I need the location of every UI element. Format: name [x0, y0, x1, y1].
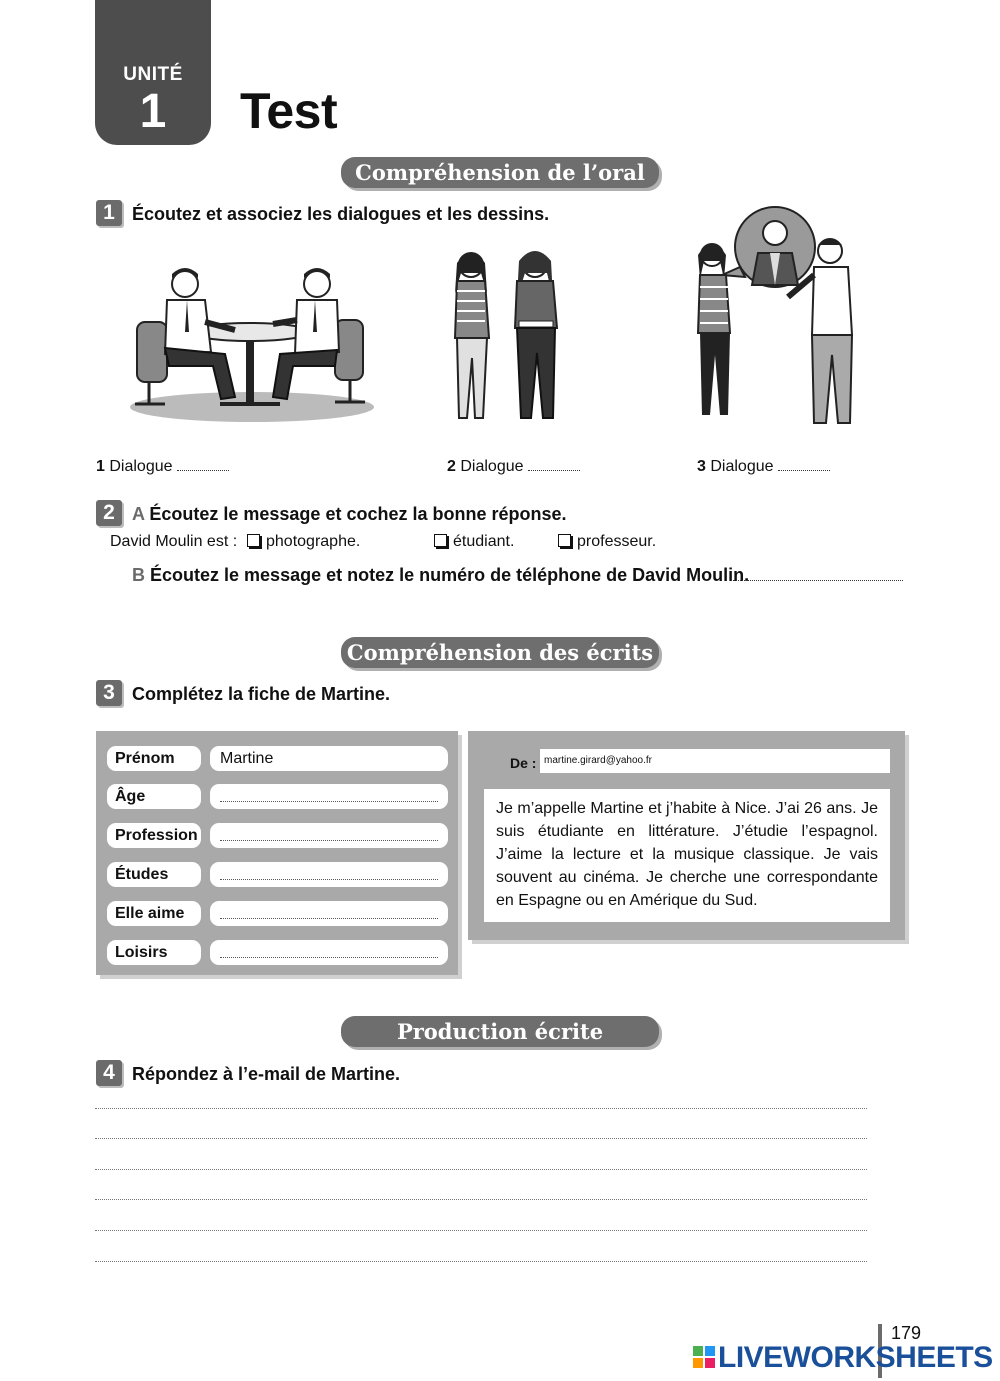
phone-answer-blank[interactable]	[733, 580, 903, 581]
fiche-label: Prénom	[107, 746, 201, 771]
option-photographe[interactable]	[247, 533, 360, 551]
unit-number: 1	[139, 85, 167, 138]
unit-label: UNITÉ	[123, 64, 183, 85]
exercise-2b-instruction	[132, 565, 749, 586]
option-label: étudiant.	[453, 533, 515, 550]
email-card	[468, 731, 905, 940]
answer-line[interactable]	[95, 1229, 867, 1231]
fiche-label: Loisirs	[107, 940, 201, 965]
fiche-label: Elle aime	[107, 901, 201, 926]
answer-blank[interactable]	[528, 469, 580, 471]
part-letter: B	[132, 565, 145, 585]
part-b-text: Écoutez le message et notez le numéro de téléphone de David Moulin.	[150, 565, 750, 585]
option-professeur[interactable]	[558, 533, 656, 551]
page-number: 179	[891, 1323, 922, 1343]
exercise-4-instruction: Répondez à l’e-mail de Martine.	[132, 1064, 401, 1084]
thought-bubble-illustration	[690, 205, 870, 433]
dotted-line	[220, 840, 438, 841]
fiche-field-profession[interactable]	[210, 823, 448, 848]
fiche-field-prenom[interactable]: Martine	[210, 746, 448, 771]
caption-label: Dialogue	[460, 458, 524, 475]
checkbox[interactable]	[247, 534, 260, 547]
dialogue-caption-1	[96, 458, 229, 476]
answer-line[interactable]	[95, 1168, 867, 1170]
answer-blank[interactable]	[778, 469, 830, 471]
answer-line[interactable]	[95, 1107, 867, 1109]
caption-label: Dialogue	[710, 458, 774, 475]
option-label: photographe.	[266, 533, 361, 550]
part-a-text: Écoutez le message et cochez la bonne réponse.	[149, 504, 567, 524]
fiche-field-loisirs[interactable]	[210, 940, 448, 965]
section-title-ecrits: Compréhension des écrits	[341, 637, 659, 668]
checkbox[interactable]	[434, 534, 447, 547]
exercise-number-badge: 1	[96, 200, 122, 226]
dotted-line	[220, 801, 438, 802]
two-women-illustration	[445, 243, 570, 438]
dotted-line	[220, 957, 438, 958]
exercise-number-badge: 4	[96, 1060, 122, 1086]
meeting-illustration	[125, 262, 380, 427]
page-title: Test	[240, 83, 338, 139]
email-body: Je m’appelle Martine et j’habite à Nice. J’ai 26 ans. Je suis étudiante en littérature. J’étudie l’espagnol. J’aime la lecture et la musique classique. Je vais souvent au cinéma. Je cherche une correspondante en Espagne ou en Amérique du Sud.	[484, 789, 890, 922]
caption-label: Dialogue	[109, 458, 173, 475]
checkbox[interactable]	[558, 534, 571, 547]
brand-name: LIVEWORKSHEETS	[718, 1341, 993, 1374]
section-title-oral: Compréhension de l’oral	[341, 157, 659, 188]
fiche-label: Études	[107, 862, 201, 887]
email-from-address: martine.girard@yahoo.fr	[540, 749, 890, 773]
option-label: professeur.	[577, 533, 657, 550]
fiche-card	[96, 731, 458, 975]
liveworksheets-icon	[693, 1346, 715, 1368]
fiche-field-age[interactable]	[210, 784, 448, 809]
caption-number: 2	[447, 458, 456, 475]
answer-line[interactable]	[95, 1137, 867, 1139]
section-title-production: Production écrite	[341, 1016, 659, 1047]
exercise-1-instruction: Écoutez et associez les dialogues et les dessins.	[132, 204, 550, 224]
answer-line[interactable]	[95, 1260, 867, 1262]
dotted-line	[220, 918, 438, 919]
dialogue-caption-3	[697, 458, 830, 476]
fiche-label: Profession	[107, 823, 201, 848]
liveworksheets-logo	[693, 1341, 993, 1375]
dotted-line	[220, 879, 438, 880]
answer-blank[interactable]	[177, 469, 229, 471]
exercise-number-badge: 2	[96, 500, 122, 526]
dialogue-caption-2	[447, 458, 580, 476]
exercise-number-badge: 3	[96, 680, 122, 706]
unit-tab	[95, 0, 211, 145]
caption-number: 3	[697, 458, 706, 475]
options-prompt: David Moulin est :	[110, 533, 238, 550]
exercise-3-instruction: Complétez la fiche de Martine.	[132, 684, 391, 704]
fiche-field-etudes[interactable]	[210, 862, 448, 887]
exercise-2a-instruction	[132, 504, 567, 525]
answer-line[interactable]	[95, 1198, 867, 1200]
fiche-label: Âge	[107, 784, 201, 809]
fiche-field-elle-aime[interactable]	[210, 901, 448, 926]
option-etudiant[interactable]	[434, 533, 514, 551]
email-from-label: De :	[510, 755, 537, 771]
caption-number: 1	[96, 458, 105, 475]
part-letter: A	[132, 504, 145, 524]
